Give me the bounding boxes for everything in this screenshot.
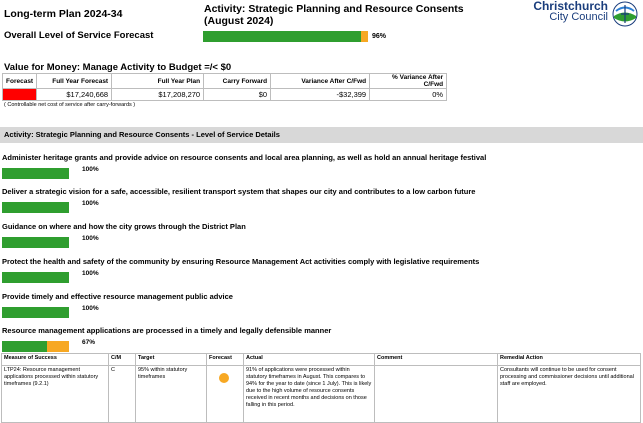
overall-progress-bar — [203, 31, 368, 42]
progress-fill-achieved — [2, 307, 69, 318]
level-of-service-percentage: 100% — [82, 200, 99, 207]
level-of-service-title: Resource management applications are processed in a timely and legally defensible manner — [2, 326, 332, 335]
col-forecast: Forecast — [3, 74, 37, 89]
remedial-cell: Consultants will continue to be used for consent processing and commissioner decisions until additional staff are employed. — [498, 366, 641, 423]
col-variance: Variance After C/Fwd — [271, 74, 370, 89]
forecast-cell — [207, 366, 244, 423]
overall-progress-remaining — [361, 31, 368, 42]
forecast-status-dot — [219, 373, 229, 383]
forecast-status-cell — [3, 89, 37, 101]
section-title: Activity: Strategic Planning and Resource Consents - Level of Service Details — [4, 130, 280, 139]
measures-table-header — [2, 354, 641, 366]
measure-cell: LTP24: Resource management applications processed within statutory timeframes (9.2.1) — [2, 366, 109, 423]
level-of-service-title: Guidance on where and how the city grows through the District Plan — [2, 222, 246, 231]
budget-table-header — [3, 74, 447, 89]
level-of-service-percentage: 67% — [82, 339, 96, 346]
col-forecast: Forecast — [207, 354, 244, 366]
level-of-service-percentage: 100% — [82, 235, 99, 242]
level-of-service-progress-bar — [2, 341, 69, 352]
budget-table-row — [3, 89, 447, 101]
comment-cell — [375, 366, 498, 423]
progress-fill-at-risk — [47, 341, 69, 352]
col-pct-variance: % Variance After C/Fwd — [370, 74, 447, 89]
actual-cell: 91% of applications were processed within statutory timeframes in August. This compares to 94% for the year to date (since 1 July). This is likely due to the high volume of resource consents received in recent months and decisions on those falling in this period. — [244, 366, 375, 423]
overall-forecast-label: Overall Level of Service Forecast — [4, 30, 154, 41]
col-measure: Measure of Success — [2, 354, 109, 366]
carry-forward-value: $0 — [204, 89, 271, 101]
level-of-service-percentage: 100% — [82, 305, 99, 312]
col-full-year-forecast: Full Year Forecast — [37, 74, 112, 89]
table-row — [2, 366, 641, 423]
col-remedial: Remedial Action — [498, 354, 641, 366]
budget-note: ( Controllable net cost of service after carry-forwards ) — [4, 102, 136, 108]
col-actual: Actual — [244, 354, 375, 366]
progress-fill-achieved — [2, 202, 69, 213]
cm-cell: C — [109, 366, 136, 423]
level-of-service-progress-bar — [2, 307, 69, 318]
level-of-service-title: Protect the health and safety of the community by ensuring Resource Management Act activities comply with legislative requirements — [2, 257, 480, 266]
full-year-forecast-value: $17,240,668 — [37, 89, 112, 101]
full-year-plan-value: $17,208,270 — [112, 89, 204, 101]
col-carry-forward: Carry Forward — [204, 74, 271, 89]
col-cm: C/M — [109, 354, 136, 366]
progress-fill-achieved — [2, 341, 47, 352]
level-of-service-title: Deliver a strategic vision for a safe, accessible, resilient transport system that shapes our city and contributes to a low carbon future — [2, 187, 476, 196]
budget-table — [2, 73, 447, 101]
col-comment: Comment — [375, 354, 498, 366]
level-of-service-progress-bar — [2, 237, 69, 248]
plan-title: Long-term Plan 2024-34 — [4, 8, 123, 20]
pct-variance-value: 0% — [370, 89, 447, 101]
level-of-service-percentage: 100% — [82, 166, 99, 173]
progress-fill-achieved — [2, 168, 69, 179]
level-of-service-percentage: 100% — [82, 270, 99, 277]
level-of-service-progress-bar — [2, 272, 69, 283]
city-council-logo-icon — [612, 1, 638, 27]
col-target: Target — [136, 354, 207, 366]
council-logo — [508, 1, 641, 27]
level-of-service-title: Administer heritage grants and provide advice on resource consents and local area planning, as well as hold an annual heritage festival — [2, 153, 487, 162]
level-of-service-progress-bar — [2, 202, 69, 213]
target-cell: 95% within statutory timeframes — [136, 366, 207, 423]
overall-percentage: 96% — [372, 33, 387, 40]
col-full-year-plan: Full Year Plan — [112, 74, 204, 89]
level-of-service-title: Provide timely and effective resource management public advice — [2, 292, 233, 301]
measures-table — [1, 353, 641, 423]
logo-line-1: Christchurch — [533, 0, 608, 13]
level-of-service-progress-bar — [2, 168, 69, 179]
overall-progress-fill — [203, 31, 361, 42]
variance-value: -$32,399 — [271, 89, 370, 101]
value-for-money-title: Value for Money: Manage Activity to Budget =/< $0 — [4, 62, 232, 73]
progress-fill-achieved — [2, 272, 69, 283]
activity-title: Activity: Strategic Planning and Resource Consents (August 2024) — [204, 3, 464, 27]
progress-fill-achieved — [2, 237, 69, 248]
logo-line-2: City Council — [549, 11, 608, 23]
